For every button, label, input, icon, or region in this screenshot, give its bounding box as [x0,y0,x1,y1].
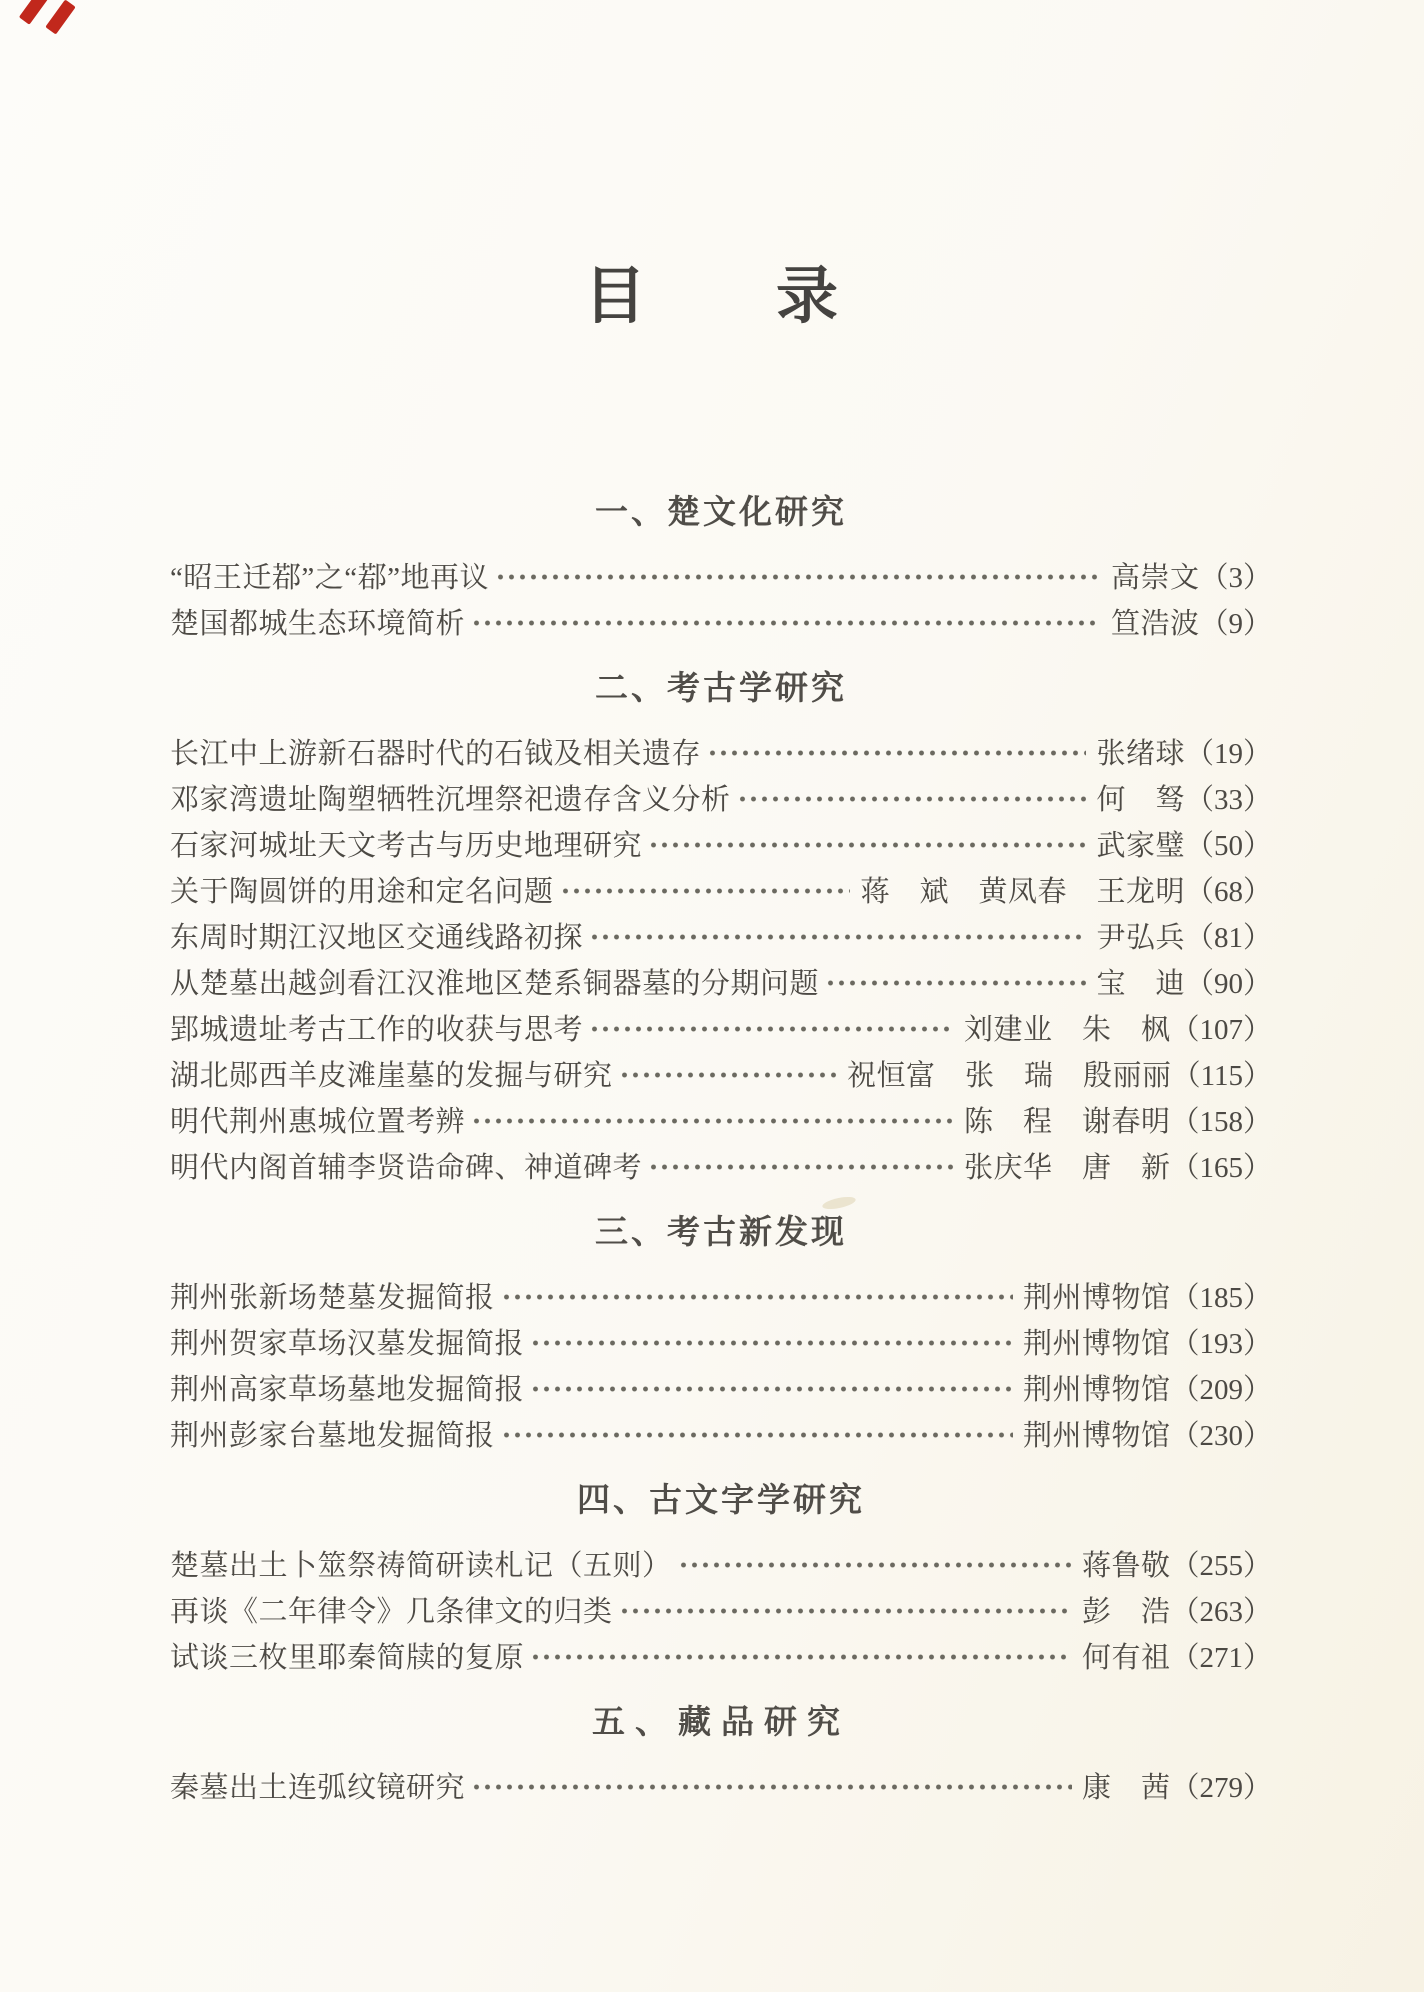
entry-authors: 笪浩波 [1110,607,1200,640]
entry-title: 秦墓出土连弧纹镜研究 [170,1771,466,1804]
toc-section [170,490,1272,644]
section-entries [170,1540,1272,1678]
toc-entry [170,1762,1272,1808]
section-heading: 五、藏品研究 [592,1703,850,1740]
entry-page-number: （255） [1170,1549,1272,1582]
section-entries [170,1272,1272,1456]
entry-page-number: （209） [1170,1373,1272,1406]
section-entries [170,552,1272,644]
dot-leader [471,1096,954,1142]
entry-page-number: （50） [1184,829,1272,862]
entry-title: “昭王迁鄀”之“鄀”地再议 [170,561,489,594]
dot-leader [560,866,851,912]
entry-title: 楚墓出土卜筮祭祷简研读札记（五则） [170,1549,672,1582]
section-entries [170,728,1272,1188]
entry-authors: 祝恒富 张 瑞 殷丽丽 [847,1059,1172,1092]
entry-authors: 何 驽 [1096,783,1185,816]
entry-authors: 高崇文 [1110,561,1200,594]
toc-entry [170,728,1272,774]
entry-authors: 宝 迪 [1096,967,1185,1000]
toc-entry [170,1272,1272,1318]
toc-section [170,1210,1272,1456]
entry-authors: 荆州博物馆 [1022,1281,1171,1314]
entry-title: 明代内阁首辅李贤诰命碑、神道碑考 [170,1151,643,1184]
toc-entry [170,1318,1272,1364]
dot-leader [737,774,1087,820]
toc-entry [170,1142,1272,1188]
toc-entry [170,552,1272,598]
toc-entry [170,1586,1272,1632]
toc-entry [170,598,1272,644]
entry-title: 长江中上游新石器时代的石钺及相关遗存 [170,737,702,770]
dot-leader [589,1004,954,1050]
entry-page-number: （165） [1170,1151,1272,1184]
entry-authors: 张庆华 唐 新 [963,1151,1171,1184]
dot-leader [530,1632,1072,1678]
entry-page-number: （271） [1170,1641,1272,1674]
dot-leader [495,552,1101,598]
dot-leader [678,1540,1072,1586]
dot-leader [825,958,1086,1004]
toc-entry [170,1004,1272,1050]
entry-page-number: （185） [1170,1281,1272,1314]
toc-entry [170,958,1272,1004]
entry-page-number: （279） [1170,1771,1272,1804]
entry-page-number: （230） [1170,1419,1272,1452]
dot-leader [648,820,1086,866]
entry-title: 荆州贺家草场汉墓发掘简报 [170,1327,525,1360]
entry-authors: 蒋 斌 黄凤春 王龙明 [860,875,1185,908]
entry-page-number: （68） [1184,875,1272,908]
entry-page-number: （90） [1184,967,1272,1000]
entry-authors: 武家璧 [1096,829,1185,862]
entry-authors: 尹弘兵 [1096,921,1185,954]
entry-page-number: （263） [1170,1595,1272,1628]
section-heading: 四、古文字学研究 [577,1481,865,1518]
entry-title: 石家河城址天文考古与历史地理研究 [170,829,643,862]
entry-page-number: （19） [1184,737,1272,770]
entry-page-number: （193） [1170,1327,1272,1360]
entry-authors: 刘建业 朱 枫 [963,1013,1171,1046]
entry-authors: 陈 程 谢春明 [963,1105,1171,1138]
entry-title: 试谈三枚里耶秦简牍的复原 [170,1641,525,1674]
entry-authors: 荆州博物馆 [1022,1327,1171,1360]
entry-title: 从楚墓出越剑看江汉淮地区楚系铜器墓的分期问题 [170,967,820,1000]
dot-leader [471,1762,1072,1808]
section-heading: 一、楚文化研究 [595,493,847,530]
dot-leader [530,1364,1013,1410]
toc-section [170,666,1272,1188]
page-title: 目 录 [583,263,840,331]
section-heading: 三、考古新发现 [595,1213,847,1250]
toc-entry [170,1364,1272,1410]
toc-entry [170,1050,1272,1096]
toc-section [170,1700,1272,1808]
dot-leader [471,598,1101,644]
dot-leader [501,1410,1013,1456]
entry-title: 湖北郧西羊皮滩崖墓的发掘与研究 [170,1059,613,1092]
dot-leader [589,912,1086,958]
entry-title: 荆州张新场楚墓发掘简报 [170,1281,495,1314]
toc-entry [170,1632,1272,1678]
entry-title: 明代荆州惠城位置考辨 [170,1105,466,1138]
dot-leader [619,1586,1072,1632]
entry-title: 关于陶圆饼的用途和定名问题 [170,875,554,908]
dot-leader [707,728,1086,774]
toc-section [170,1478,1272,1678]
dot-leader [648,1142,954,1188]
entry-authors: 张绪球 [1096,737,1185,770]
toc [0,490,1424,1808]
entry-authors: 荆州博物馆 [1022,1419,1171,1452]
toc-entry [170,774,1272,820]
dot-leader [530,1318,1013,1364]
entry-title: 再谈《二年律令》几条律文的归类 [170,1595,613,1628]
entry-title: 邓家湾遗址陶塑牺牲沉埋祭祀遗存含义分析 [170,783,731,816]
entry-authors: 荆州博物馆 [1022,1373,1171,1406]
entry-page-number: （115） [1171,1059,1272,1092]
entry-title: 楚国都城生态环境简析 [170,607,466,640]
dot-leader [501,1272,1013,1318]
toc-entry [170,1096,1272,1142]
toc-entry [170,866,1272,912]
entry-authors: 蒋鲁敬 [1081,1549,1171,1582]
entry-title: 荆州高家草场墓地发掘简报 [170,1373,525,1406]
section-entries [170,1762,1272,1808]
entry-title: 东周时期江汉地区交通线路初探 [170,921,584,954]
entry-page-number: （158） [1170,1105,1272,1138]
toc-entry [170,1540,1272,1586]
entry-page-number: （3） [1199,561,1272,594]
entry-page-number: （33） [1184,783,1272,816]
toc-entry [170,912,1272,958]
entry-authors: 彭 浩 [1081,1595,1171,1628]
entry-page-number: （9） [1199,607,1272,640]
entry-title: 荆州彭家台墓地发掘简报 [170,1419,495,1452]
entry-title: 郢城遗址考古工作的收获与思考 [170,1013,584,1046]
toc-entry [170,1410,1272,1456]
section-heading: 二、考古学研究 [595,669,847,706]
dot-leader [619,1050,838,1096]
entry-authors: 康 茜 [1081,1771,1171,1804]
toc-entry [170,820,1272,866]
entry-authors: 何有祖 [1081,1641,1171,1674]
entry-page-number: （81） [1184,921,1272,954]
entry-page-number: （107） [1170,1013,1272,1046]
